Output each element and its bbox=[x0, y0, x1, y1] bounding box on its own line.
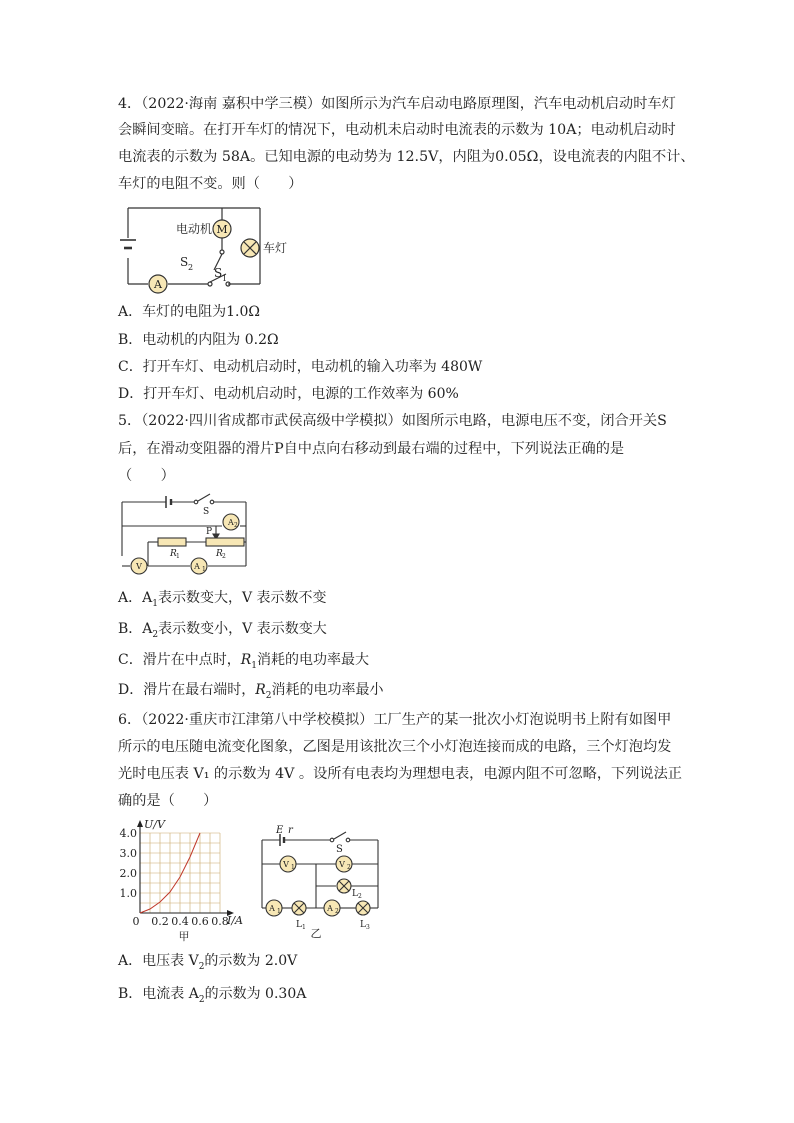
l2-sub: 2 bbox=[358, 893, 362, 900]
q6-line-2: 所示的电压随电流变化图象，乙图是用该批次三个小灯泡连接而成的电路，三个灯泡均发 bbox=[118, 739, 672, 755]
l3-label: L bbox=[360, 920, 366, 930]
graph-x-tick: 0.2 bbox=[151, 915, 169, 928]
q6-switch-label: S bbox=[336, 844, 343, 855]
q6-a2-sub: 2 bbox=[335, 908, 339, 915]
a1-sub: 1 bbox=[202, 566, 206, 573]
s1-label: S bbox=[214, 266, 223, 280]
motor-symbol: M bbox=[216, 223, 228, 236]
graph-x-tick: 0 bbox=[132, 915, 140, 928]
s2-label: S bbox=[180, 255, 189, 269]
q4-line-3: 电流表的示数为 58A。已知电源的电动势为 12.5V，内阻为0.05Ω，设电流表的内阻不计、 bbox=[118, 149, 695, 165]
r2-label: R bbox=[216, 549, 223, 559]
graph-y-axis-label: U/V bbox=[144, 818, 165, 831]
l1-sub: 1 bbox=[302, 924, 306, 931]
r1-label: R bbox=[170, 549, 177, 559]
q5-switch-label: S bbox=[203, 507, 210, 517]
graph-x-axis-label: I/A bbox=[227, 914, 243, 927]
l1-label: L bbox=[296, 920, 302, 930]
q6-circuit-figure bbox=[256, 824, 386, 940]
q4-option-b: B．电动机的内阻为 0.2Ω bbox=[118, 332, 279, 348]
r2-sub: 2 bbox=[222, 553, 226, 560]
a2-sub: 2 bbox=[234, 522, 238, 529]
graph-x-tick: 0.6 bbox=[191, 915, 209, 928]
l2-label: L bbox=[352, 889, 358, 899]
v2-symbol: V bbox=[339, 860, 345, 869]
graph-caption: 甲 bbox=[178, 930, 190, 943]
q5-voltmeter-symbol: V bbox=[136, 562, 142, 571]
q4-line-2: 会瞬间变暗。在打开车灯的情况下，电动机未启动时电流表的示数为 10A；电动机启动时 bbox=[118, 122, 676, 138]
q6-option-b: B．电流表 $A_2$的示数为 0.30A bbox=[118, 986, 307, 1005]
graph-y-tick: 4.0 bbox=[119, 827, 137, 840]
q4-line-4: 车灯的电阻不变。则（ ） bbox=[118, 176, 303, 192]
q5-line-1: 5．（2022·四川省成都市武侯高级中学模拟）如图所示电路，电源电压不变，闭合开关S bbox=[118, 413, 667, 429]
v1-sub: 1 bbox=[291, 864, 295, 871]
q5-option-c: C．滑片在中点时，$R_1$消耗的电功率最大 bbox=[118, 652, 369, 671]
q4-option-d: D．打开车灯、电动机启动时，电源的工作效率为 60% bbox=[118, 386, 459, 402]
graph-x-tick: 0.4 bbox=[171, 915, 189, 928]
q6-ui-graph bbox=[110, 818, 250, 942]
v1-symbol: V bbox=[283, 860, 289, 869]
q4-line-1: 4．（2022·海南 嘉积中学三模）如图所示为汽车启动电路原理图，汽车电动机启动时车灯 bbox=[118, 96, 676, 112]
graph-y-tick: 2.0 bbox=[119, 867, 137, 880]
a2-symbol: A bbox=[228, 518, 234, 527]
l3-sub: 3 bbox=[366, 924, 370, 931]
a1-symbol: A bbox=[194, 562, 200, 571]
q5-line-2: 后，在滑动变阻器的滑片P自中点向右移动到最右端的过程中，下列说法正确的是 bbox=[118, 441, 625, 457]
source-e-label: E bbox=[276, 825, 284, 836]
graph-y-tick: 3.0 bbox=[119, 847, 137, 860]
q4-option-c: C．打开车灯、电动机启动时，电动机的输入功率为 480W bbox=[118, 359, 483, 375]
r1-sub: 1 bbox=[176, 553, 180, 560]
q5-option-a: A．$A_1$表示数变大，V 表示数不变 bbox=[118, 590, 327, 609]
q4-option-a: A．车灯的电阻为1.0Ω bbox=[118, 304, 260, 320]
q4-circuit-figure bbox=[110, 200, 310, 300]
q6-line-3: 光时电压表 V₁ 的示数为 4V 。设所有电表均为理想电表，电源内阻不可忽略，下列说法正 bbox=[118, 766, 682, 782]
q5-circuit-figure bbox=[110, 490, 260, 580]
q6-line-4: 确的是（ ） bbox=[118, 793, 218, 809]
slider-p-label: P bbox=[206, 527, 213, 537]
q6-a1-symbol: A bbox=[269, 904, 275, 913]
q5-option-b: B．$A_2$表示数变小，V 表示数变大 bbox=[118, 621, 327, 640]
lamp-label: 车灯 bbox=[263, 241, 288, 255]
graph-y-tick: 1.0 bbox=[119, 887, 137, 900]
q6-a1-sub: 1 bbox=[277, 908, 281, 915]
v2-sub: 2 bbox=[347, 864, 351, 871]
q6-line-1: 6．（2022·重庆市江津第八中学校模拟）工厂生产的某一批次小灯泡说明书上附有如图甲 bbox=[118, 712, 672, 728]
q6-a2-symbol: A bbox=[327, 904, 333, 913]
circuit-caption: 乙 bbox=[310, 927, 322, 940]
q5-option-d: D．滑片在最右端时，$R_2$消耗的电功率最小 bbox=[118, 682, 384, 701]
s1-sub: 1 bbox=[222, 274, 228, 283]
q4-ammeter-symbol: A bbox=[154, 278, 162, 291]
source-r-label: r bbox=[288, 825, 293, 836]
motor-label: 电动机 bbox=[175, 222, 212, 236]
s2-sub: 2 bbox=[188, 263, 194, 272]
q5-line-3: （ ） bbox=[118, 468, 175, 484]
q6-option-a: A．电压表 $V_2$的示数为 2.0V bbox=[118, 953, 298, 972]
graph-x-tick: 0.8 bbox=[211, 915, 229, 928]
